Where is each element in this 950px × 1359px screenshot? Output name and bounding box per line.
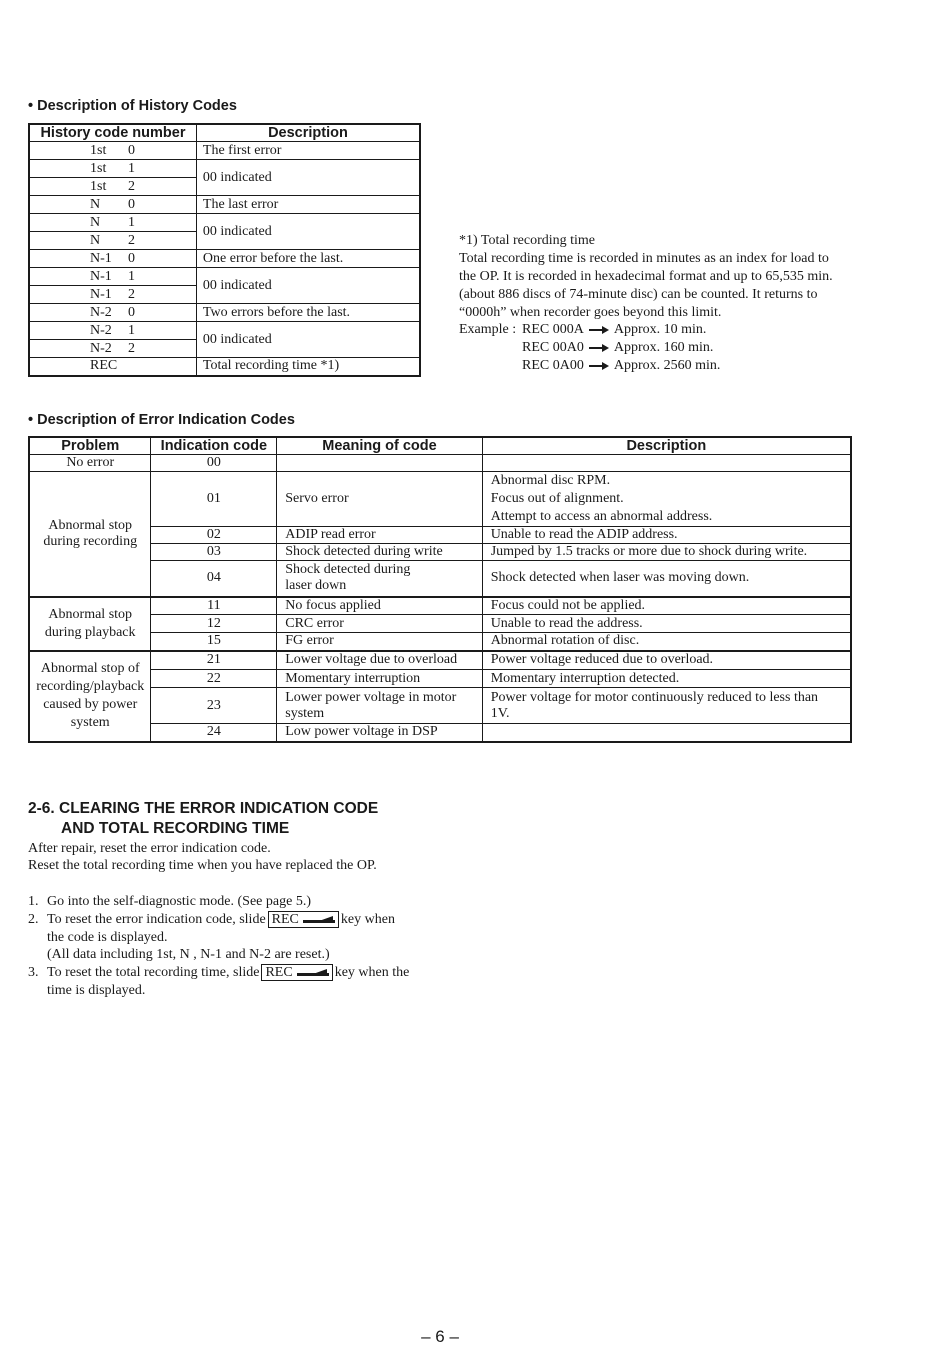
- col-description: Description: [482, 437, 851, 455]
- history-desc: 00 indicated: [196, 214, 420, 250]
- code-cell: 11: [151, 597, 277, 615]
- meaning-cell: ADIP read error: [277, 527, 482, 544]
- code-cell: 23: [151, 688, 277, 724]
- table-row: [29, 304, 420, 322]
- errors-title: • Description of Error Indication Codes: [28, 412, 295, 428]
- section-title: 2-6. CLEARING THE ERROR INDICATION CODE: [28, 800, 379, 817]
- table-row: [29, 268, 420, 286]
- note-title: *1) Total recording time: [459, 233, 596, 248]
- history-desc: 00 indicated: [196, 268, 420, 304]
- step-text: Go into the self-diagnostic mode. (See page 5.): [47, 894, 311, 909]
- problem-cell: Abnormal stop during playback: [29, 597, 151, 651]
- code-cell: 12: [151, 615, 277, 633]
- history-code: N 1: [29, 214, 196, 232]
- history-desc: The last error: [196, 196, 420, 214]
- meaning-cell: Servo error: [277, 472, 482, 527]
- arrow-right-icon: [589, 325, 609, 335]
- meaning-cell: Shock detected during write: [277, 544, 482, 561]
- history-table: [28, 123, 421, 377]
- section-title-cont: AND TOTAL RECORDING TIME: [61, 820, 290, 837]
- history-code: N-1 1: [29, 268, 196, 286]
- errors-header-row: [29, 437, 851, 455]
- history-code: 1st 1: [29, 160, 196, 178]
- table-row: [29, 250, 420, 268]
- table-row: [29, 688, 851, 724]
- table-row: [29, 472, 851, 527]
- col-indication-code: Indication code: [151, 437, 277, 455]
- code-cell: 02: [151, 527, 277, 544]
- history-code: N-1 0: [29, 250, 196, 268]
- col-meaning: Meaning of code: [277, 437, 482, 455]
- meaning-cell: Lower voltage due to overload: [277, 651, 482, 670]
- meaning-cell: No focus applied: [277, 597, 482, 615]
- history-title: • Description of History Codes: [28, 98, 237, 114]
- description-cell: Power voltage for motor continuously reduced to less than 1V.: [482, 688, 851, 724]
- description-cell: Focus could not be applied.: [482, 597, 851, 615]
- history-desc: Two errors before the last.: [196, 304, 420, 322]
- description-cell: Unable to read the address.: [482, 615, 851, 633]
- slide-arrow-icon: [297, 969, 329, 978]
- description-cell: Abnormal disc RPM. Focus out of alignment. Attempt to access an abnormal address.: [482, 472, 851, 527]
- example-row: REC 000A Approx. 10 min.: [522, 322, 707, 337]
- description-cell: Momentary interruption detected.: [482, 670, 851, 688]
- history-header-row: [29, 124, 420, 142]
- problem-cell: No error: [29, 455, 151, 472]
- description-cell: Power voltage reduced due to overload.: [482, 651, 851, 670]
- meaning-cell: Lower power voltage in motor system: [277, 688, 482, 724]
- example-label: Example :: [459, 322, 517, 337]
- history-code: N-1 2: [29, 286, 196, 304]
- history-code: N 2: [29, 232, 196, 250]
- code-cell: 00: [151, 455, 277, 472]
- step-number: 3.: [28, 965, 39, 980]
- slide-arrow-icon: [303, 916, 335, 925]
- meaning-cell: Low power voltage in DSP: [277, 724, 482, 742]
- code-cell: 24: [151, 724, 277, 742]
- problem-cell: Abnormal stop during recording: [29, 472, 151, 597]
- code-cell: 03: [151, 544, 277, 561]
- history-col-code: History code number: [29, 124, 196, 142]
- intro-text: After repair, reset the error indication code.: [28, 841, 271, 856]
- rec-key: REC: [261, 964, 332, 981]
- code-cell: 01: [151, 472, 277, 527]
- history-desc: 00 indicated: [196, 160, 420, 196]
- history-col-desc: Description: [196, 124, 420, 142]
- history-desc: Total recording time *1): [196, 358, 420, 376]
- table-row: [29, 597, 851, 615]
- history-code: REC: [29, 358, 196, 376]
- code-cell: 15: [151, 633, 277, 651]
- table-row: [29, 142, 420, 160]
- description-cell: Shock detected when laser was moving down.: [482, 561, 851, 597]
- table-row: [29, 527, 851, 544]
- table-row: [29, 561, 851, 597]
- meaning-cell: Momentary interruption: [277, 670, 482, 688]
- step-text: (All data including 1st, N , N-1 and N-2 are reset.): [47, 947, 330, 962]
- table-row: [29, 160, 420, 178]
- code-cell: 04: [151, 561, 277, 597]
- description-cell: [482, 455, 851, 472]
- meaning-cell: Shock detected during laser down: [277, 561, 482, 597]
- history-desc: The first error: [196, 142, 420, 160]
- history-code: 1st 0: [29, 142, 196, 160]
- history-code: N-2 1: [29, 322, 196, 340]
- table-row: [29, 322, 420, 340]
- table-row: [29, 544, 851, 561]
- table-row: [29, 196, 420, 214]
- history-code: N-2 0: [29, 304, 196, 322]
- description-cell: [482, 724, 851, 742]
- table-row: [29, 724, 851, 742]
- table-row: [29, 633, 851, 651]
- error-codes-table: [28, 436, 852, 743]
- table-row: [29, 615, 851, 633]
- meaning-cell: [277, 455, 482, 472]
- description-cell: Unable to read the ADIP address.: [482, 527, 851, 544]
- step-number: 2.: [28, 912, 39, 927]
- code-cell: 21: [151, 651, 277, 670]
- history-desc: One error before the last.: [196, 250, 420, 268]
- history-code: N 0: [29, 196, 196, 214]
- description-cell: Jumped by 1.5 tracks or more due to shock during write.: [482, 544, 851, 561]
- table-row: [29, 214, 420, 232]
- step-text: To reset the total recording time, slide REC key when the: [47, 965, 410, 981]
- note-line: Total recording time is recorded in minutes as an index for load to: [459, 251, 829, 266]
- note-line: the OP. It is recorded in hexadecimal format and up to 65,535 min.: [459, 269, 833, 284]
- step-number: 1.: [28, 894, 39, 909]
- page-number: – 6 –: [421, 1327, 459, 1346]
- step-text: To reset the error indication code, slide REC key when: [47, 912, 395, 928]
- step-text: the code is displayed.: [47, 930, 168, 945]
- problem-cell: Abnormal stop of recording/playback caused by power system: [29, 651, 151, 742]
- meaning-cell: FG error: [277, 633, 482, 651]
- step-text: time is displayed.: [47, 983, 146, 998]
- history-desc: 00 indicated: [196, 322, 420, 358]
- table-row: [29, 455, 851, 472]
- note-line: (about 886 discs of 74-minute disc) can be counted. It returns to: [459, 287, 818, 302]
- arrow-right-icon: [589, 361, 609, 371]
- table-row: [29, 358, 420, 376]
- arrow-right-icon: [589, 343, 609, 353]
- description-cell: Abnormal rotation of disc.: [482, 633, 851, 651]
- meaning-cell: CRC error: [277, 615, 482, 633]
- example-row: REC 0A00 Approx. 2560 min.: [522, 358, 721, 373]
- table-row: [29, 670, 851, 688]
- history-code: 1st 2: [29, 178, 196, 196]
- table-row: [29, 651, 851, 670]
- rec-key: REC: [268, 911, 339, 928]
- intro-text: Reset the total recording time when you have replaced the OP.: [28, 858, 377, 873]
- col-problem: Problem: [29, 437, 151, 455]
- example-row: REC 00A0 Approx. 160 min.: [522, 340, 714, 355]
- note-line: “0000h” when recorder goes beyond this limit.: [459, 305, 722, 320]
- history-code: N-2 2: [29, 340, 196, 358]
- code-cell: 22: [151, 670, 277, 688]
